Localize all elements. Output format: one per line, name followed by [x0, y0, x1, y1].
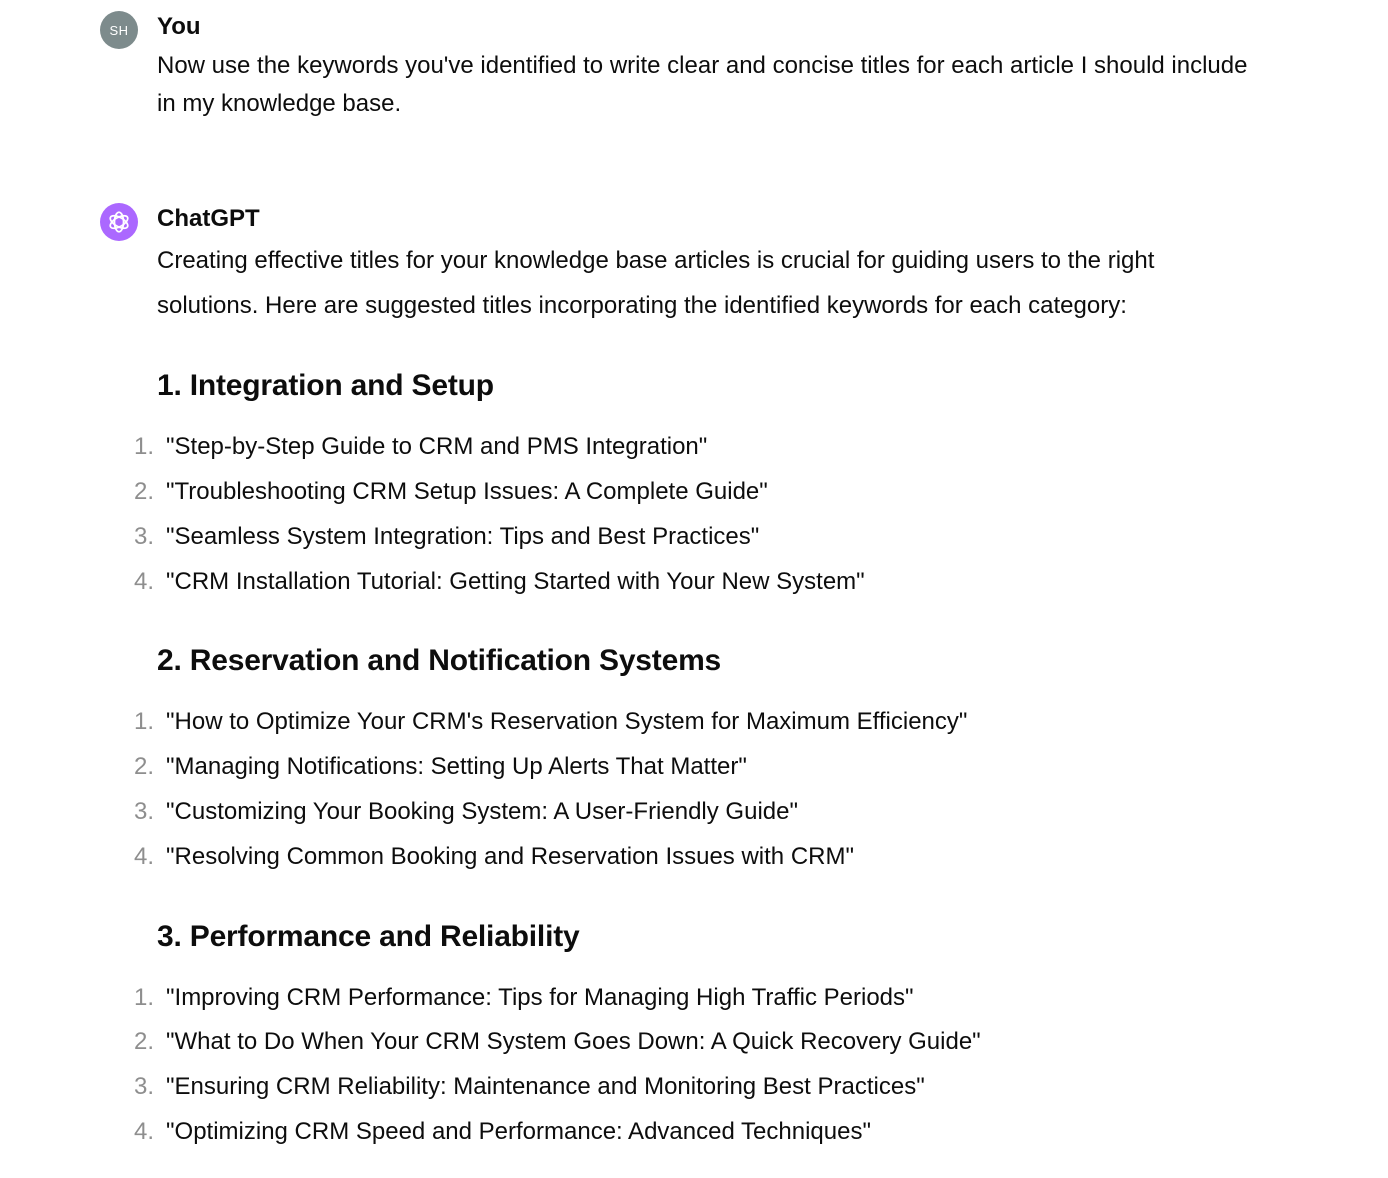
user-avatar-initials: SH [109, 22, 129, 38]
list-item-text: "Step-by-Step Guide to CRM and PMS Integration" [166, 433, 708, 460]
section-title-performance: 3. Performance and Reliability [157, 920, 580, 953]
section-title-integration: 1. Integration and Setup [157, 369, 494, 402]
list-item-text: "Optimizing CRM Speed and Performance: Advanced Techniques" [166, 1118, 871, 1145]
openai-logo-icon [106, 209, 132, 235]
list-item-number: 4. [133, 1118, 154, 1145]
list-item-number: 2. [133, 1028, 154, 1055]
list-item-text: "Ensuring CRM Reliability: Maintenance and Monitoring Best Practices" [166, 1073, 925, 1100]
list-item-text: "Resolving Common Booking and Reservation Issues with CRM" [166, 843, 854, 870]
list-item-number: 2. [133, 753, 154, 780]
list-item-number: 1. [133, 984, 154, 1011]
list-item-number: 4. [133, 568, 154, 595]
list-item-number: 2. [133, 478, 154, 505]
assistant-intro-text: Creating effective titles for your knowledge base articles is crucial for guiding users to the right solutions. Here are suggested titles incorporating the identified keywords for each category: [157, 247, 1155, 319]
list-item-text: "Troubleshooting CRM Setup Issues: A Complete Guide" [166, 478, 768, 505]
list-item-number: 3. [133, 1073, 154, 1100]
list-item-text: "Seamless System Integration: Tips and Best Practices" [166, 523, 760, 550]
list-item-text: "CRM Installation Tutorial: Getting Started with Your New System" [166, 568, 865, 595]
list-item-text: "Improving CRM Performance: Tips for Managing High Traffic Periods" [166, 984, 914, 1011]
list-item-number: 1. [133, 433, 154, 460]
section-title-reservation: 2. Reservation and Notification Systems [157, 644, 722, 677]
list-item-text: "Managing Notifications: Setting Up Alerts That Matter" [166, 753, 747, 780]
user-author-name: You [157, 13, 201, 40]
list-item-text: "Customizing Your Booking System: A User-Friendly Guide" [166, 798, 798, 825]
list-item-number: 3. [133, 523, 154, 550]
list-item-number: 4. [133, 843, 154, 870]
list-item-text: "What to Do When Your CRM System Goes Down: A Quick Recovery Guide" [166, 1028, 981, 1055]
assistant-author-name: ChatGPT [157, 205, 260, 232]
assistant-avatar [100, 203, 138, 241]
user-avatar [100, 11, 138, 49]
list-item-number: 3. [133, 798, 154, 825]
list-item-number: 1. [133, 708, 154, 735]
list-item-text: "How to Optimize Your CRM's Reservation System for Maximum Efficiency" [166, 708, 968, 735]
user-message-text: Now use the keywords you've identified to write clear and concise titles for each article I should include in my knowledge base. [157, 52, 1248, 117]
